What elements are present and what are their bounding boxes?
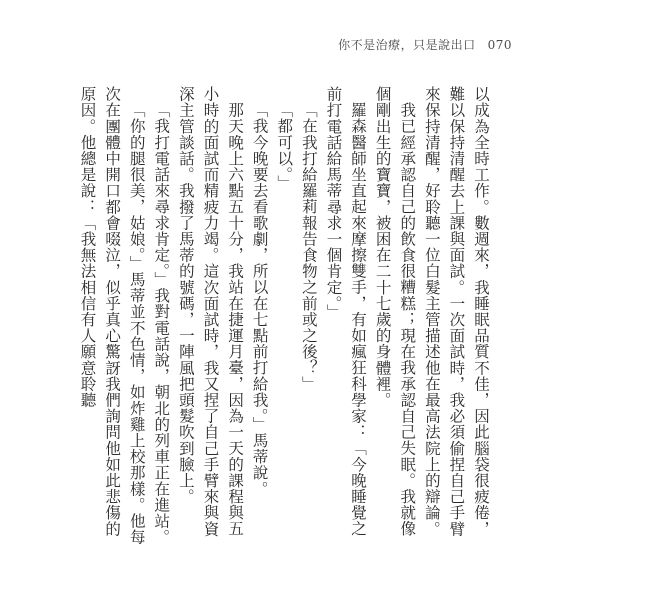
paragraph: 「我打電話來尋求肯定。」我對電話說，朝北的列車正在進站。 [152,101,171,545]
paragraph: 我已經承認自己的飲食很糟糕；現在我承認自己失眠。我就像個剛出生的寶寶，被困在二十七歲的身體裡。 [373,86,417,537]
running-title: 你不是治療，只是說出口 [338,38,476,52]
paragraph: 「在我打給羅莉報告食物之前或之後？」 [299,101,318,392]
paragraph: 以成為全時工作。數週來，我睡眠品質不佳，因此腦袋很疲倦，難以保持清醒去上課與面試。一次面試時，我必須偷捏自己手臂來保持清醒，好聆聽一位白髮主管描述他在最高法院上的辯論。 [422,86,490,537]
paragraph: 那天晚上六點五十分，我站在捷運月臺，因為一天的課程與五小時的面試而精疲力竭。這次面試時，我又捏了自己手臂來與資深主管談話。我撥了馬蒂的號碼，一陣風把頭髮吹到臉上。 [176,86,245,537]
page-number: 070 [487,37,512,52]
paragraph: 羅森醫師坐直起來摩擦雙手，有如瘋狂科學家：「今晚睡覺之前打電話給馬蒂尋求一個肯定。」 [324,86,368,537]
body-text [75,86,493,546]
paragraph: 「我今晚要去看歌劇，所以在七點前打給我。」馬蒂說。 [250,101,269,497]
paragraph: 「都可以。」 [275,101,294,191]
paragraph: 「你的腿很美，姑娘。」馬蒂並不色情，如炸雞上校那樣。他每次在團體中開口都會啜泣，似乎真心驚訝我們詢問他如此悲傷的原因。他總是說：「我無法相信有人願意聆聽 [78,86,146,545]
page-header [338,36,512,53]
